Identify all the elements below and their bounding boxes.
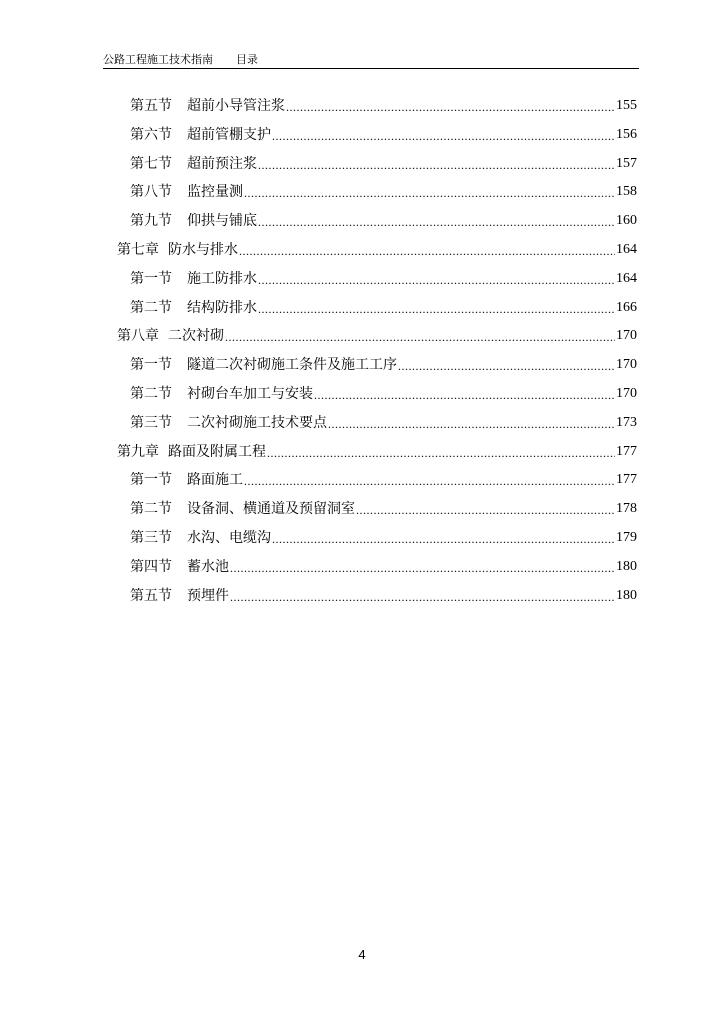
toc-entry-title: 隧道二次衬砌施工条件及施工工序 (187, 357, 397, 374)
toc-entry-number: 第三节 (130, 414, 172, 431)
toc-section-entry[interactable] (130, 498, 637, 518)
toc-entry-number: 第一节 (130, 357, 172, 374)
toc-dot-leader (328, 417, 615, 432)
toc-entry-number: 第二节 (130, 299, 172, 316)
toc-entry-title: 超前管棚支护 (187, 126, 271, 143)
toc-entry-page: 160 (616, 213, 637, 229)
toc-entry-page: 156 (616, 126, 637, 142)
toc-entry-page: 164 (616, 270, 637, 286)
header-title: 公路工程施工技术指南 (103, 53, 213, 66)
toc-entry-title: 水沟、电缆沟 (187, 530, 271, 546)
toc-entry-title: 二次衬砌施工技术要点 (187, 414, 327, 431)
toc-section-entry[interactable] (130, 95, 637, 115)
toc-section-entry[interactable] (130, 297, 637, 317)
toc-entry-title: 超前预注浆 (187, 155, 257, 172)
toc-dot-leader (258, 302, 615, 317)
toc-dot-leader (398, 359, 615, 374)
toc-entry-title: 仰拱与铺底 (187, 213, 257, 230)
toc-dot-leader (258, 158, 615, 173)
toc-section-entry[interactable] (130, 124, 637, 144)
toc-section-entry[interactable] (130, 268, 637, 288)
toc-entry-page: 179 (616, 530, 637, 545)
toc-section-entry[interactable] (130, 210, 637, 230)
page-header (103, 50, 639, 69)
toc-section-entry[interactable] (130, 383, 637, 403)
toc-entry-title: 蓄水池 (187, 558, 229, 575)
toc-dot-leader (286, 100, 615, 115)
toc-entry-title: 预埋件 (187, 587, 229, 604)
toc-entry-title: 衬砌台车加工与安装 (187, 386, 313, 402)
toc-section-entry[interactable] (130, 153, 637, 173)
toc-entry-page: 170 (616, 357, 637, 373)
toc-entry-page: 177 (616, 443, 637, 459)
toc-section-entry[interactable] (130, 354, 637, 374)
toc-entry-page: 170 (616, 328, 637, 344)
toc-dot-leader (244, 186, 615, 201)
toc-entry-number: 第四节 (130, 558, 172, 575)
page-number: 4 (358, 947, 366, 962)
toc-section-entry[interactable] (130, 181, 637, 201)
toc-entry-number: 第七节 (130, 155, 172, 172)
toc-entry-page: 155 (616, 98, 637, 113)
toc-chapter-entry[interactable] (117, 325, 637, 345)
toc-dot-leader (244, 474, 615, 489)
toc-entry-title: 监控量测 (187, 184, 243, 201)
toc-chapter-entry[interactable] (117, 441, 637, 461)
toc-dot-leader (267, 446, 615, 461)
toc-entry-page: 178 (616, 501, 637, 517)
header-section: 目录 (236, 53, 258, 66)
toc-dot-leader (356, 503, 615, 518)
toc-entry-number: 第八节 (130, 184, 172, 201)
toc-entry-number: 第二节 (130, 501, 172, 518)
toc-entry-page: 173 (616, 414, 637, 430)
toc-entry-number: 第五节 (130, 98, 172, 114)
toc-entry-number: 第一节 (130, 472, 172, 489)
toc-entry-page: 170 (616, 386, 637, 401)
toc-entry-title: 施工防排水 (187, 270, 257, 287)
toc-entry-number: 第八章 (117, 328, 159, 345)
toc-entry-title: 结构防排水 (187, 299, 257, 316)
toc-section-entry[interactable] (130, 527, 637, 547)
toc-section-entry[interactable] (130, 469, 637, 489)
toc-dot-leader (258, 215, 615, 230)
toc-entry-title: 路面及附属工程 (168, 443, 266, 460)
toc-dot-leader (272, 129, 615, 144)
toc-section-entry[interactable] (130, 585, 637, 605)
toc-entry-number: 第九章 (117, 443, 159, 460)
toc-entry-title: 二次衬砌 (168, 328, 224, 345)
toc-entry-title: 路面施工 (187, 472, 243, 489)
toc-dot-leader (314, 388, 615, 403)
toc-entry-title: 超前小导管注浆 (187, 98, 285, 114)
toc-entry-number: 第一节 (130, 270, 172, 287)
toc-entry-number: 第七章 (117, 242, 159, 258)
toc-dot-leader (258, 273, 615, 288)
toc-entry-page: 158 (616, 184, 637, 200)
toc-entry-page: 180 (616, 558, 637, 574)
toc-dot-leader (230, 561, 615, 576)
toc-dot-leader (230, 590, 615, 605)
toc-section-entry[interactable] (130, 412, 637, 432)
toc-dot-leader (272, 532, 615, 547)
toc-entry-page: 164 (616, 242, 637, 257)
toc-entry-title: 设备洞、横通道及预留洞室 (187, 501, 355, 518)
toc-entry-page: 166 (616, 299, 637, 315)
toc-entry-number: 第三节 (130, 530, 172, 546)
toc-dot-leader (239, 244, 615, 259)
toc-entry-number: 第六节 (130, 126, 172, 143)
toc-entry-page: 157 (616, 155, 637, 171)
toc-entry-title: 防水与排水 (168, 242, 238, 258)
toc-entry-page: 180 (616, 587, 637, 603)
toc-chapter-entry[interactable] (117, 239, 637, 259)
toc-section-entry[interactable] (130, 556, 637, 576)
toc-entry-number: 第五节 (130, 587, 172, 604)
toc-entry-number: 第九节 (130, 213, 172, 230)
toc-entry-number: 第二节 (130, 386, 172, 402)
toc-dot-leader (225, 330, 615, 345)
toc-entry-page: 177 (616, 472, 637, 488)
